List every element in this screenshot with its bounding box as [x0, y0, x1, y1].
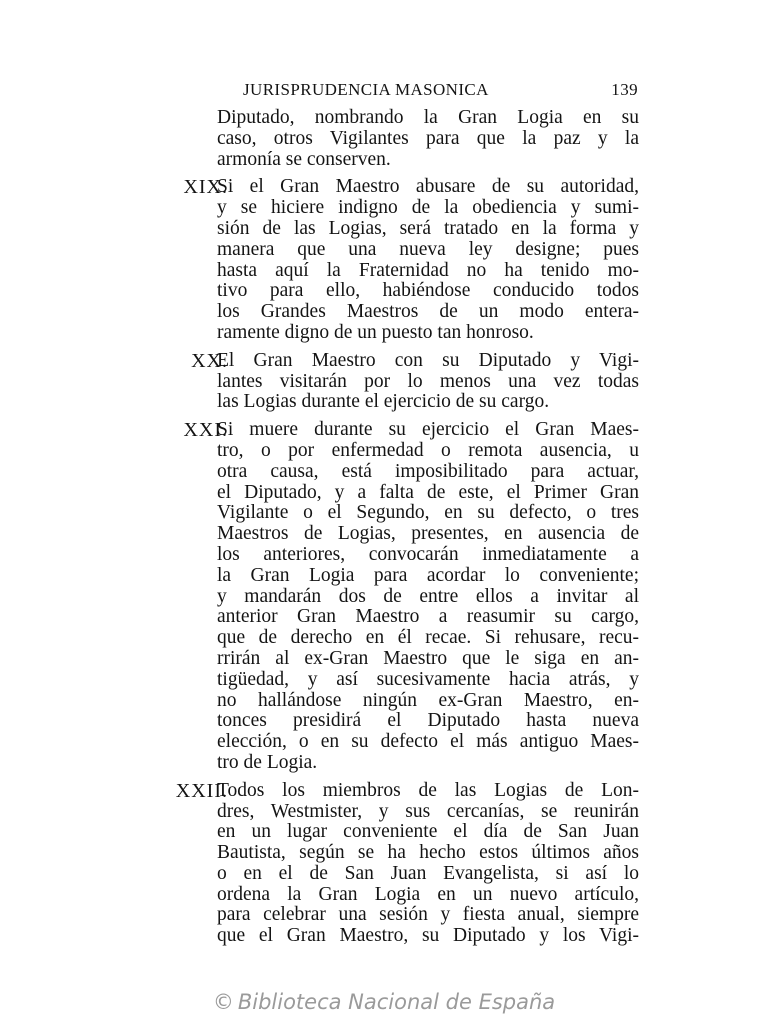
text-line: dres, Westmister, y sus cercanías, se reunirán: [217, 800, 639, 822]
article-body: [217, 108, 639, 170]
text-line: Bautista, según se ha hecho estos últimos años: [217, 842, 639, 864]
text-line: hasta aquí la Fraternidad no ha tenido mo-: [217, 259, 639, 281]
text-line: tro, o por enfermedad o remota ausencia, u: [217, 439, 639, 461]
text-line: no hallándose ningún ex-Gran Maestro, en-: [217, 689, 639, 711]
text-line: El Gran Maestro con su Diputado y Vigi-: [217, 349, 639, 371]
text-line: tivo para ello, habiéndose conducido todos: [217, 280, 639, 302]
running-head: [243, 80, 638, 104]
text-line: tro de Logia.: [217, 751, 318, 773]
copyright-icon: ©: [212, 990, 234, 1014]
text-line: ramente digno de un puesto tan honroso.: [217, 321, 534, 343]
text-line: las Logias durante el ejercicio de su cargo.: [217, 391, 550, 413]
article-body: [217, 177, 639, 343]
text-line: en un lugar conveniente el día de San Juan: [217, 821, 639, 843]
text-line: armonía se conserven.: [217, 148, 391, 170]
article-number: XX.: [191, 349, 228, 372]
text-line: manera que una nueva ley designe; pues: [217, 238, 639, 260]
text-line: Si el Gran Maestro abusare de su autoridad,: [217, 176, 639, 198]
text-line: elección, o en su defecto el más antiguo Maes-: [217, 731, 639, 753]
text-line: Todos los miembros de las Logias de Lon-: [217, 779, 639, 801]
text-line: y mandarán dos de entre ellos a invitar al: [217, 585, 639, 607]
article-number: XIX.: [183, 176, 228, 199]
text-line: Maestros de Logias, presentes, en ausencia de: [217, 523, 639, 545]
text-line: anterior Gran Maestro a reasumir su cargo,: [217, 606, 639, 628]
text-line: sión de las Logias, será tratado en la forma y: [217, 217, 639, 239]
text-line: Si muere durante su ejercicio el Gran Maes-: [217, 419, 639, 441]
article: [140, 420, 640, 774]
text-line: Diputado, nombrando la Gran Logia en su: [217, 107, 639, 128]
article: [140, 781, 640, 947]
text-line: para celebrar una sesión y fiesta anual, siempre: [217, 904, 639, 926]
text-line: el Diputado, y a falta de este, el Primer Gran: [217, 481, 639, 503]
footer-credit: [0, 990, 768, 1014]
text-line: lantes visitarán por lo menos una vez todas: [217, 370, 639, 392]
page-number: 139: [611, 80, 638, 99]
text-line: o en el de San Juan Evangelista, si así lo: [217, 862, 639, 884]
text-line: Vigilante o el Segundo, en su defecto, o tres: [217, 502, 639, 524]
text-line: tigüedad, y así sucesivamente hacia atrás, y: [217, 668, 639, 690]
text-line: que el Gran Maestro, su Diputado y los Vigi-: [217, 925, 639, 947]
article-body: [217, 351, 639, 413]
text-line: caso, otros Vigilantes para que la paz y la: [217, 127, 639, 149]
running-head-title: JURISPRUDENCIA MASONICA: [243, 80, 489, 99]
article: [140, 177, 640, 343]
text-line: y se hiciere indigno de la obediencia y sumi-: [217, 197, 639, 219]
article-number: XXII.: [175, 779, 228, 802]
text-line: tonces presidirá el Diputado hasta nueva: [217, 710, 639, 732]
text-line: los anteriores, convocarán inmediatamente a: [217, 543, 639, 565]
article-number: XXI.: [183, 419, 228, 442]
footer-credit-text: Biblioteca Nacional de España: [237, 990, 556, 1014]
article: [140, 351, 640, 413]
text-line: otra causa, está imposibilitado para actuar,: [217, 460, 639, 482]
article-body: [217, 420, 639, 774]
text-line: los Grandes Maestros de un modo entera-: [217, 301, 639, 323]
body-text: [140, 108, 640, 947]
article: [140, 108, 640, 170]
article-body: [217, 781, 639, 947]
text-line: la Gran Logia para acordar lo conveniente;: [217, 564, 639, 586]
text-line: que de derecho en él recae. Si rehusare, recu-: [217, 627, 639, 649]
text-line: rrirán al ex-Gran Maestro que le siga en an-: [217, 647, 639, 669]
text-line: ordena la Gran Logia en un nuevo artículo,: [217, 883, 639, 905]
